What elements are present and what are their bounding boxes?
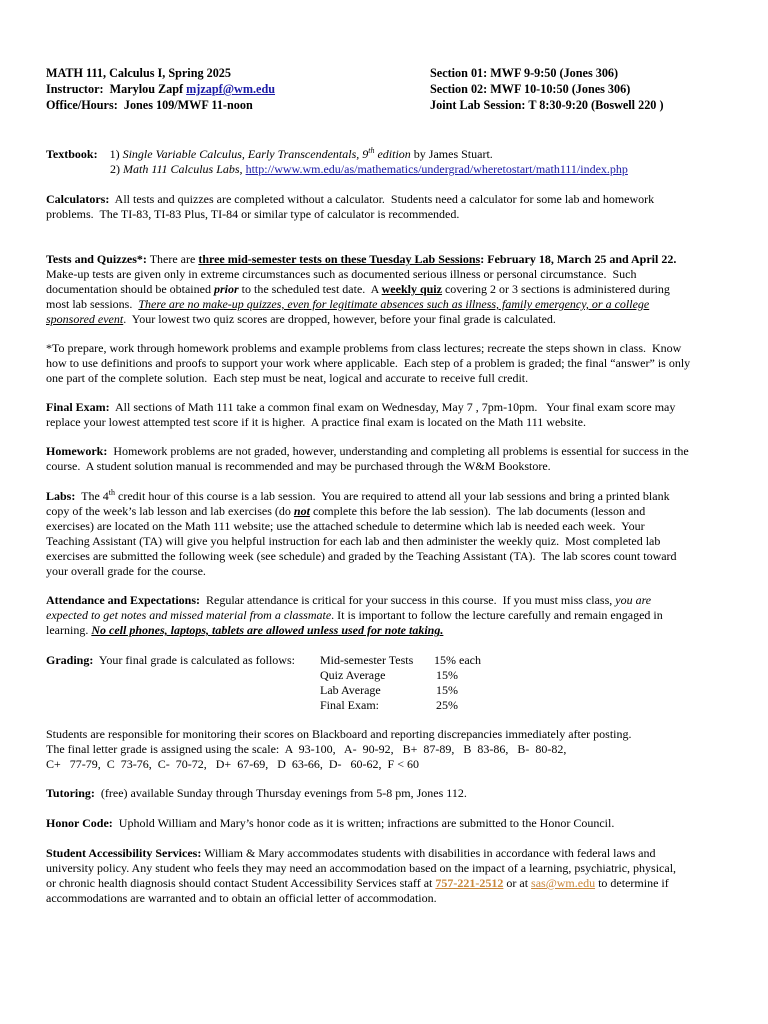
calculators-section: Calculators: All tests and quizzes are completed without a calculator. Students need a calculator for some lab and homework problems. The TI-83, TI-83 Plus, TI-84 or similar type of calculator is recommended.	[46, 192, 655, 221]
office-hours: Office/Hours: Jones 109/MWF 11-noon	[46, 98, 253, 112]
tests-label: Tests and Quizzes*:	[46, 252, 147, 266]
grading-items	[320, 653, 413, 713]
sas-email-link[interactable]: sas@wm.edu	[531, 876, 596, 890]
attendance-label: Attendance and Expectations:	[46, 593, 201, 607]
final-exam-section: Final Exam: All sections of Math 111 take a common final exam on Wednesday, May 7 , 7pm-10pm. Your final exam score may replace your lowest attempted test score if it is higher. A practice final exam is located on the Math 111 website.	[46, 400, 676, 429]
grade-scale: The final letter grade is assigned using the scale: A 93-100, A- 90-92, B+ 87-89, B 83-86, B- 80-82,	[46, 742, 567, 756]
textbook-section: Textbook: 1) Single Variable Calculus, Early Transcendentals, 9th edition by James Stuart. 2) Math 111 Calculus Labs, http://www.wm.edu/as/mathematics/undergrad/wheretostart/math111/index.php	[46, 146, 628, 176]
grading-section: Grading: Your final grade is calculated as follows:	[46, 653, 295, 667]
labs-section: Labs: The 4th credit hour of this course is a lab session. You are required to attend all your lab sessions and bring a printed blank copy of the week’s lab lesson and lab exercises (do not complete this before the lab session). The lab documents (lesson and exercises) are located on the Math 111 website; use the attached schedule to determine which lab is needed each week. Your Teaching Assistant (TA) will give you helpful instruction for each lab and then administer the weekly quiz. Most completed lab exercises are submitted the following week (see schedule) and graded by the Teaching Assistant (TA). The lab scores count toward your overall grade for the course.	[46, 488, 677, 578]
grade-item-name: Lab Average	[320, 683, 381, 697]
grade-item-name: Mid-semester Tests	[320, 653, 414, 667]
header-left	[46, 65, 275, 113]
grade-item-weight: 15% each	[434, 653, 481, 667]
tests-section: Tests and Quizzes*: There are three mid-semester tests on these Tuesday Lab Sessions: February 18, March 25 and April 22. Make-up tests are given only in extreme circumstances such as documented serious illness or personal circumstance. Such documentation should be obtained prior to the scheduled test date. A weekly quiz covering 2 or 3 sections is administered during most lab sessions. There are no make-up quizzes, even for legitimate absences such as illness, family emergency, or a college sponsored event. Your lowest two quiz scores are dropped, however, before your final grade is calculated.	[46, 252, 677, 326]
lab-manual-title: Math 111 Calculus Labs,	[123, 162, 243, 176]
scores-section: Students are responsible for monitoring their scores on Blackboard and reporting discrepancies immediately after posting. The final letter grade is assigned using the scale: A 93-100, A- 90-92, B+ 87-89, B 83-86, B- 80-82, C+ 77-79, C 73-76, C- 70-72, D+ 67-69, D 63-66, D- 60-62, F < 60	[46, 727, 726, 772]
honor-code-label: Honor Code:	[46, 816, 113, 830]
section-01: Section 01: MWF 9-9:50 (Jones 306)	[430, 66, 619, 80]
attendance-section: Attendance and Expectations: Regular attendance is critical for your success in this course. If you must miss class, you are expected to get notes and missed material from a classmate. It is important to follow the lecture carefully and remain engaged in learning. No cell phones, laptops, tablets are allowed unless used for note taking.	[46, 593, 663, 637]
grade-item-weight: 15%	[436, 668, 458, 682]
grading-weights	[434, 653, 481, 713]
homework-section: Homework: Homework problems are not graded, however, understanding and completing all problems is essential for success in the course. A student solution manual is recommended and may be purchased through the W&M Bookstore.	[46, 444, 689, 473]
lab-session: Joint Lab Session: T 8:30-9:20 (Boswell 220 )	[430, 98, 664, 112]
prepare-note: *To prepare, work through homework problems and example problems from class lectures; recreate the steps shown in class. Know how to use definitions and proofs to support your work where applicable. Each step of a problem is graded; the final “answer” is only one part of the complete solution. Each step must be neat, logical and accurate to receive full credit.	[46, 341, 691, 385]
homework-label: Homework:	[46, 444, 108, 458]
calculators-label: Calculators:	[46, 192, 110, 206]
grade-item-name: Quiz Average	[320, 668, 386, 682]
accessibility-section: Student Accessibility Services: William & Mary accommodates students with disabilities in accordance with federal laws and university policy. Any student who feels they may need an accommodation based on the impact of a learning, psychiatric, physical, or chronic health diagnosis should contact Student Accessibility Services staff at 757-221-2512 or at sas@wm.edu to determine if accommodations are warranted and to obtain an official letter of accommodation.	[46, 846, 677, 905]
labs-label: Labs:	[46, 489, 76, 503]
grade-item-name: Final Exam:	[320, 698, 379, 712]
tutoring-section: Tutoring: (free) available Sunday through Thursday evenings from 5-8 pm, Jones 112.	[46, 786, 467, 800]
grade-item-weight: 15%	[436, 683, 458, 697]
header-right	[430, 65, 664, 113]
instructor-email-link[interactable]: mjzapf@wm.edu	[186, 82, 276, 96]
honor-code-section: Honor Code: Uphold William and Mary’s honor code as it is written; infractions are submitted to the Honor Council.	[46, 816, 615, 830]
sas-phone-link[interactable]: 757-221-2512	[435, 876, 504, 890]
instructor-line: Instructor: Marylou Zapf mjzapf@wm.edu	[46, 82, 276, 96]
section-02: Section 02: MWF 10-10:50 (Jones 306)	[430, 82, 631, 96]
tutoring-label: Tutoring:	[46, 786, 95, 800]
final-exam-label: Final Exam:	[46, 400, 110, 414]
grade-item-weight: 25%	[436, 698, 458, 712]
math111-website-link[interactable]: http://www.wm.edu/as/mathematics/undergrad/wheretostart/math111/index.php	[245, 162, 628, 176]
textbook-label: Textbook:	[46, 147, 98, 161]
textbook-title: Single Variable Calculus, Early Transcendentals, 9	[122, 147, 369, 161]
accessibility-label: Student Accessibility Services:	[46, 846, 202, 860]
grading-label: Grading:	[46, 653, 94, 667]
course-title: MATH 111, Calculus I, Spring 2025	[46, 66, 231, 80]
